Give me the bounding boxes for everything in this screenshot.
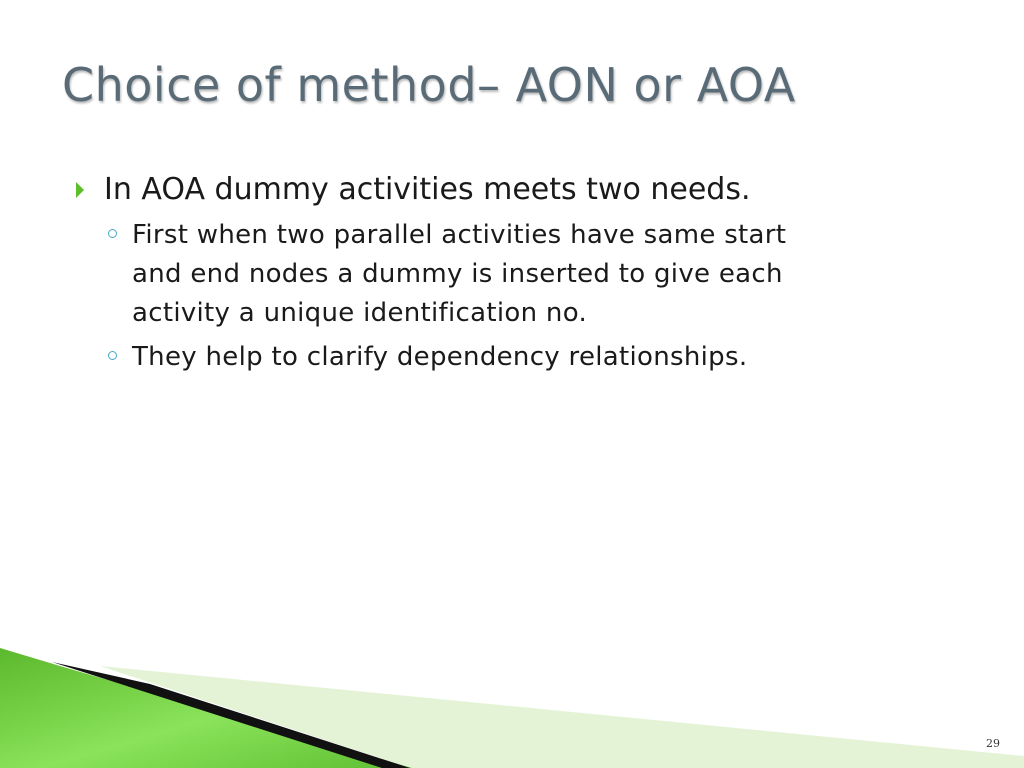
sub-bullet-line: First when two parallel activities have same start	[132, 220, 787, 250]
sub-bullet-line: They help to clarify dependency relationships.	[132, 342, 748, 372]
page-number: 29	[986, 737, 1000, 750]
slide-title: Choice of method– AON or AOA	[62, 58, 796, 112]
bullet-text: In AOA dummy activities meets two needs.	[104, 172, 751, 207]
sub-bullet-line: and end nodes a dummy is inserted to give each	[132, 259, 783, 289]
sub-bullet-line: activity a unique identification no.	[132, 298, 588, 328]
